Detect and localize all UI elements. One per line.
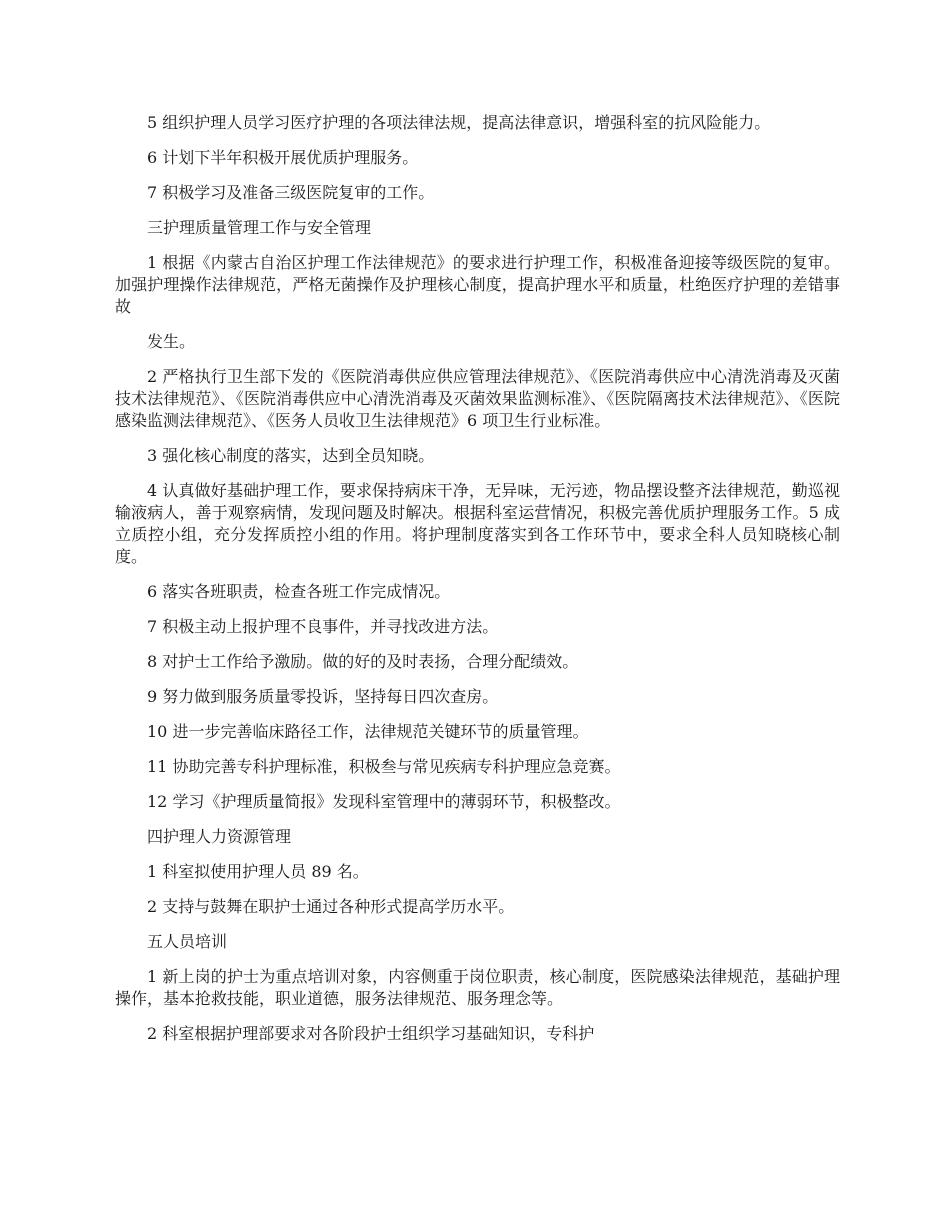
section-heading-human-resources: 四护理人力资源管理 [147,827,292,846]
paragraph-item-8-incentives: 8 对护士工作给予激励。做的好的及时表扬，合理分配绩效。 [147,652,579,671]
paragraph-item-2-education: 2 支持与鼓舞在职护士通过各种形式提高学历水平。 [147,897,515,916]
section-heading-training: 五人员培训 [147,932,228,951]
paragraph-item-6-quality-service: 6 计划下半年积极开展优质护理服务。 [147,148,419,167]
paragraph-item-2-staged-training: 2 科室根据护理部要求对各阶段护士组织学习基础知识，专科护 [147,1024,595,1043]
paragraph-item-7-adverse-events: 7 积极主动上报护理不良事件，并寻找改进方法。 [147,617,499,636]
document-body [115,112,840,1058]
paragraph-item-4-basic-nursing: 4 认真做好基础护理工作，要求保持病床干净，无异味，无污迹，物品摆设整齐法律规范，勤巡视输液病人，善于观察病情，发现问题及时解决。根据科室运营情况，积极完善优质护理服务工作。5 成立质控小组，充分发挥质控小组的作用。将护理制度落实到各工作环节中，要求全科人员知晓核心制度。 [115,481,840,566]
paragraph-item-6-duties: 6 落实各班职责，检查各班工作完成情况。 [147,582,451,601]
paragraph-item-11-specialty-standards: 11 协助完善专科护理标准，积极叁与常见疾病专科护理应急竞赛。 [147,757,621,776]
section-heading-quality-safety: 三护理质量管理工作与安全管理 [147,218,372,237]
paragraph-item-3-core-system: 3 强化核心制度的落实，达到全员知晓。 [147,446,435,465]
paragraph-continuation: 发生。 [147,332,196,351]
paragraph-item-1-staffing: 1 科室拟使用护理人员 89 名。 [147,862,369,881]
paragraph-item-5-training-law: 5 组织护理人员学习医疗护理的各项法律法规，提高法律意识，增强科室的抗风险能力。 [147,113,771,132]
paragraph-item-1-new-nurses: 1 新上岗的护士为重点培训对象，内容侧重于岗位职责，核心制度，医院感染法律规范，基础护理操作，基本抢救技能，职业道德，服务法律规范、服务理念等。 [115,967,840,1008]
paragraph-item-2-disinfection-standards: 2 严格执行卫生部下发的《医院消毒供应供应管理法律规范》、《医院消毒供应中心清洗消毒及灭菌技术法律规范》、《医院消毒供应中心清洗消毒及灭菌效果监测标准》、《医院隔离技术法律规范》、《医院感染监测法律规范》、《医务人员收卫生法律规范》6 项卫生行业标准。 [115,367,840,430]
paragraph-item-1-nursing-standards: 1 根据《内蒙古自治区护理工作法律规范》的要求进行护理工作，积极准备迎接等级医院的复审。加强护理操作法律规范，严格无菌操作及护理核心制度，提高护理水平和质量，杜绝医疗护理的差错事故 [115,253,840,316]
paragraph-item-7-hospital-review: 7 积极学习及准备三级医院复审的工作。 [147,183,435,202]
paragraph-item-12-quality-bulletin: 12 学习《护理质量简报》发现科室管理中的薄弱环节，积极整改。 [147,792,621,811]
paragraph-item-9-zero-complaints: 9 努力做到服务质量零投诉，坚持每日四次查房。 [147,687,499,706]
paragraph-item-10-clinical-pathway: 10 进一步完善临床路径工作，法律规范关键环节的质量管理。 [147,722,589,741]
